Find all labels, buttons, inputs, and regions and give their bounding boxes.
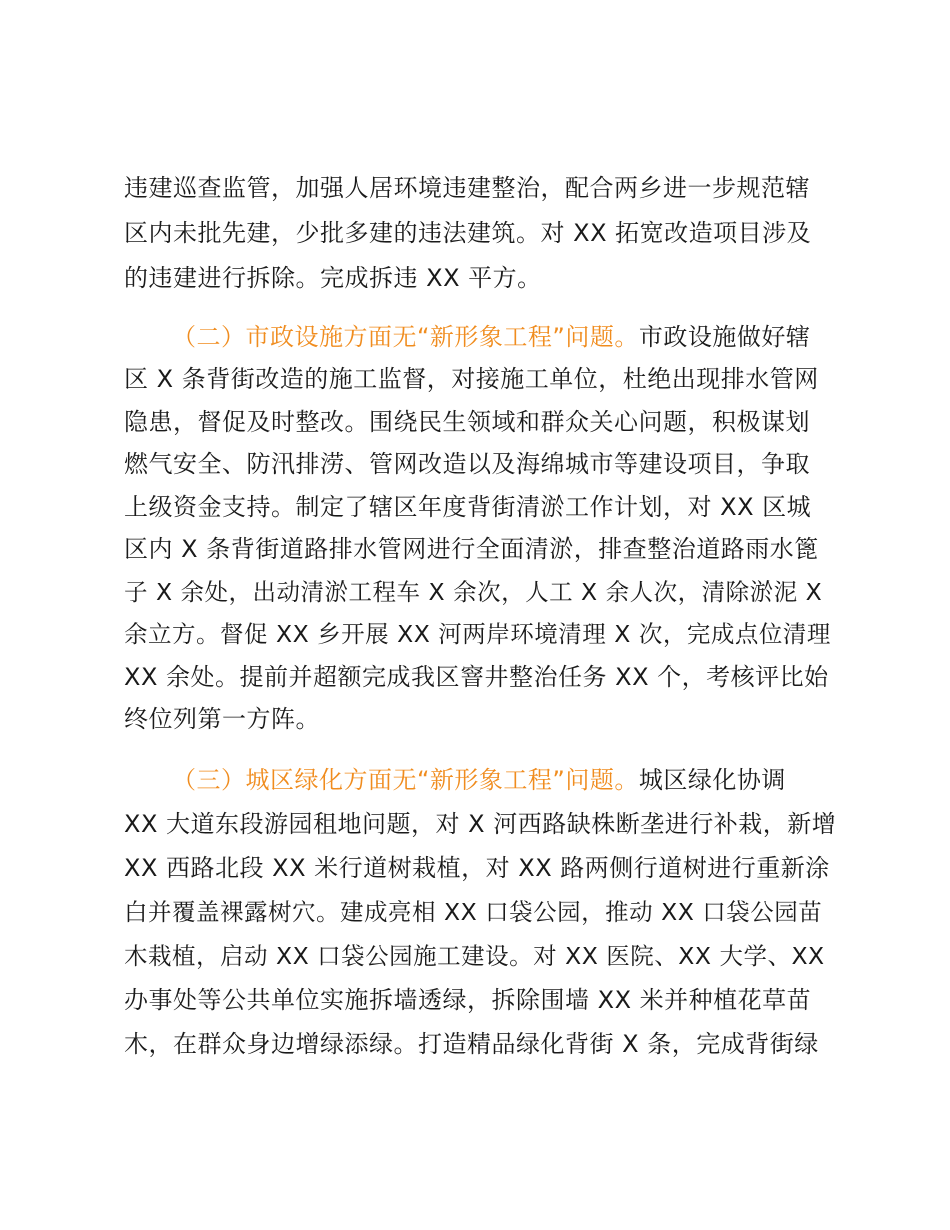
paragraph-2-line-3: 隐患，督促及时整改。围绕民生领域和群众关心问题，积极谋划 (124, 408, 810, 436)
paragraph-3-line-6: 办事处等公共单位实施拆墙透绿，拆除围墙 XX 米并种植花草苗 (124, 986, 812, 1014)
paragraph-3-first-line-text: 城区绿化协调 (638, 766, 786, 794)
paragraph-2-line-5: 上级资金支持。制定了辖区年度背街清淤工作计划，对 XX 区城 (124, 493, 812, 521)
paragraph-2-line-9: XX 余处。提前并超额完成我区窨井整治任务 XX 个，考核评比始 (124, 663, 829, 691)
paragraph-3-line-2: XX 大道东段游园租地问题，对 X 河西路缺株断垄进行补栽，新增 (124, 810, 837, 838)
paragraph-3-line-5: 木栽植，启动 XX 口袋公园施工建设。对 XX 医院、XX 大学、XX (124, 942, 825, 970)
paragraph-2-first-line (172, 317, 836, 357)
paragraph-1-line-2: 区内未批先建，少批多建的违法建筑。对 XX 拓宽改造项目涉及 (124, 219, 812, 247)
paragraph-2-line-4: 燃气安全、防汛排涝、管网改造以及海绵城市等建设项目，争取 (124, 450, 810, 478)
paragraph-1-line-1: 违建巡查监管，加强人居环境违建整治，配合两乡进一步规范辖 (124, 174, 810, 202)
paragraph-2-line-6: 区内 X 条背街道路排水管网进行全面清淤，排查整治道路雨水篦 (124, 535, 819, 563)
paragraph-2-line-10: 终位列第一方阵。 (124, 705, 320, 733)
paragraph-2-line-7: 子 X 余处，出动清淤工程车 X 余次，人工 X 余人次，清除淤泥 X (124, 578, 823, 606)
paragraph-3-line-7: 木，在群众身边增绿添绿。打造精品绿化背街 X 条，完成背街绿 (124, 1030, 819, 1058)
paragraph-1-line-3: 的违建进行拆除。完成拆违 XX 平方。 (124, 264, 542, 292)
paragraph-3-first-line (172, 760, 836, 800)
paragraph-2-line-8: 余立方。督促 XX 乡开展 XX 河两岸环境清理 X 次，完成点位清理 (124, 620, 831, 648)
paragraph-2-line-2: 区 X 条背街改造的施工监督，对接施工单位，杜绝出现排水管网 (124, 365, 819, 393)
paragraph-3-line-4: 白并覆盖裸露树穴。建成亮相 XX 口袋公园，推动 XX 口袋公园苗 (124, 898, 823, 926)
section-heading-greening: （三）城区绿化方面无“新形象工程”问题。 (172, 766, 639, 794)
paragraph-2-first-line-text: 市政设施做好辖 (638, 323, 811, 351)
paragraph-3-line-3: XX 西路北段 XX 米行道树栽植，对 XX 路两侧行道树进行重新涂 (124, 854, 830, 882)
section-heading-municipal: （二）市政设施方面无“新形象工程”问题。 (172, 323, 639, 351)
